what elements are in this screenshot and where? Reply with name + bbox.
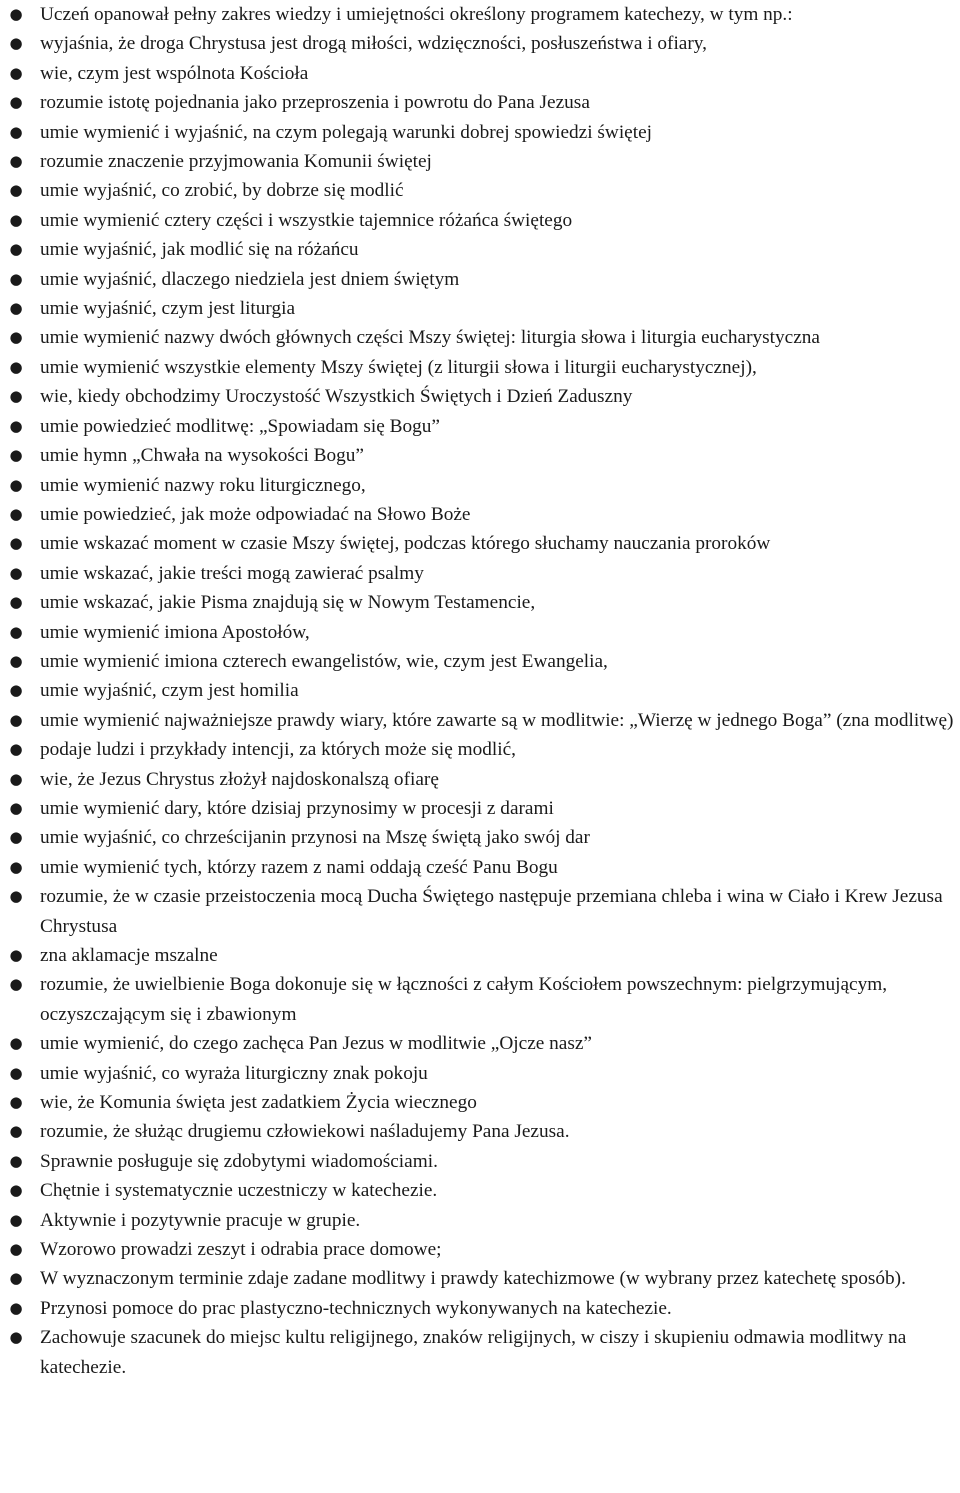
list-item-text: umie hymn „Chwała na wysokości Bogu” [40, 445, 364, 467]
list-item [0, 294, 960, 323]
list-item [0, 441, 960, 470]
list-item-text: umie wymienić nazwy roku liturgicznego, [40, 474, 366, 496]
list-item [0, 323, 960, 352]
list-item-text: rozumie znaczenie przyjmowania Komunii świętej [40, 151, 432, 173]
bullet-icon: ● [9, 651, 23, 670]
bullet-icon: ● [9, 563, 23, 582]
list-item [0, 1323, 960, 1382]
list-item [0, 412, 960, 441]
list-item [0, 265, 960, 294]
list-item-text: umie wskazać, jakie treści mogą zawierać psalmy [40, 562, 424, 584]
bullet-icon: ● [9, 1034, 23, 1053]
bullet-icon: ● [9, 857, 23, 876]
list-item [0, 353, 960, 382]
bullet-icon: ● [9, 1298, 23, 1317]
list-item [0, 206, 960, 235]
bullet-icon: ● [9, 446, 23, 465]
list-item [0, 765, 960, 794]
list-item-text: umie wymienić dary, które dzisiaj przynosimy w procesji z darami [40, 797, 554, 819]
list-item [0, 618, 960, 647]
list-item-text: umie wskazać moment w czasie Mszy świętej, podczas którego słuchamy nauczania proroków [40, 533, 771, 555]
bullet-icon: ● [9, 1181, 23, 1200]
list-item [0, 1029, 960, 1058]
list-item [0, 706, 960, 735]
list-item-text: umie wymienić, do czego zachęca Pan Jezus w modlitwie „Ojcze nasz” [40, 1033, 592, 1055]
list-item [0, 1117, 960, 1146]
bullet-icon: ● [9, 1269, 23, 1288]
list-item-text: rozumie, że w czasie przeistoczenia mocą Ducha Świętego następuje przemiana chleba i wina w Ciało i Krew Jezusa Chrystusa [40, 886, 943, 937]
list-item-text: umie wymienić imiona Apostołów, [40, 621, 310, 643]
list-item-text: umie wymienić najważniejsze prawdy wiary, które zawarte są w modlitwie: „Wierzę w jednego Boga” (zna modlitwę) [40, 709, 954, 731]
list-item [0, 823, 960, 852]
list-item [0, 59, 960, 88]
list-item-text: wie, czym jest wspólnota Kościoła [40, 62, 309, 84]
bullet-icon: ● [9, 122, 23, 141]
list-item-text: wie, kiedy obchodzimy Uroczystość Wszystkich Świętych i Dzień Zaduszny [40, 386, 633, 408]
bullet-icon: ● [9, 740, 23, 759]
bullet-icon: ● [9, 798, 23, 817]
list-item [0, 647, 960, 676]
list-item-text: umie wymienić cztery części i wszystkie tajemnice różańca świętego [40, 209, 573, 231]
list-item [0, 853, 960, 882]
list-item-text: Zachowuje szacunek do miejsc kultu religijnego, znaków religijnych, w ciszy i skupieniu odmawia modlitwy na katechezie. [40, 1327, 907, 1378]
list-item-text: rozumie, że uwielbienie Boga dokonuje się w łączności z całym Kościołem powszechnym: pielgrzymującym, oczyszczającym się i zbawionym [40, 974, 888, 1025]
bullet-icon: ● [9, 328, 23, 347]
list-item [0, 0, 960, 29]
bullet-icon: ● [9, 1210, 23, 1229]
list-item [0, 1059, 960, 1088]
bullet-icon: ● [9, 387, 23, 406]
list-item-text: Przynosi pomoce do prac plastyczno-technicznych wykonywanych na katechezie. [40, 1297, 672, 1319]
list-item-text: umie wymienić nazwy dwóch głównych części Mszy świętej: liturgia słowa i liturgia eucharystyczna [40, 327, 820, 349]
list-item-text: Aktywnie i pozytywnie pracuje w grupie. [40, 1209, 361, 1231]
bullet-icon: ● [9, 357, 23, 376]
bullet-icon: ● [9, 181, 23, 200]
list-item [0, 176, 960, 205]
list-item [0, 1294, 960, 1323]
bullet-icon: ● [9, 240, 23, 259]
bullet-icon: ● [9, 504, 23, 523]
list-item [0, 147, 960, 176]
bullet-icon: ● [9, 1093, 23, 1112]
list-item-text: umie wymienić i wyjaśnić, na czym polegają warunki dobrej spowiedzi świętej [40, 121, 653, 143]
bullet-icon: ● [9, 887, 23, 906]
list-item [0, 88, 960, 117]
bullet-icon: ● [9, 299, 23, 318]
list-item [0, 882, 960, 941]
bullet-icon: ● [9, 681, 23, 700]
list-item-text: umie wymienić tych, którzy razem z nami oddają cześć Panu Bogu [40, 856, 558, 878]
list-item [0, 970, 960, 1029]
list-item-text: umie wyjaśnić, co zrobić, by dobrze się modlić [40, 180, 404, 202]
list-item [0, 382, 960, 411]
list-item [0, 29, 960, 58]
bullet-icon: ● [9, 5, 23, 23]
list-item [0, 676, 960, 705]
bullet-icon: ● [9, 710, 23, 729]
list-item [0, 118, 960, 147]
list-item-text: wyjaśnia, że droga Chrystusa jest drogą miłości, wdzięczności, posłuszeństwa i ofiary, [40, 33, 707, 55]
bullet-icon: ● [9, 828, 23, 847]
bullet-icon: ● [9, 534, 23, 553]
list-item-text: umie wskazać, jakie Pisma znajdują się w Nowym Testamencie, [40, 592, 536, 614]
list-item-text: umie wyjaśnić, czym jest liturgia [40, 298, 296, 320]
bullet-icon: ● [9, 622, 23, 641]
list-item [0, 1176, 960, 1205]
bullet-icon: ● [9, 946, 23, 964]
list-item-text: rozumie, że służąc drugiemu człowiekowi naśladujemy Pana Jezusa. [40, 1121, 570, 1143]
list-item-text: wie, że Komunia święta jest zadatkiem Życia wiecznego [40, 1092, 477, 1114]
bullet-icon: ● [9, 210, 23, 229]
list-item [0, 471, 960, 500]
bullet-icon: ● [9, 1063, 23, 1082]
list-item-text: umie wymienić wszystkie elementy Mszy świętej (z liturgii słowa i liturgii eucharystycznej), [40, 356, 757, 378]
list-item-text: wie, że Jezus Chrystus złożył najdoskonalszą ofiarę [40, 768, 439, 790]
list-item [0, 235, 960, 264]
bullet-icon: ● [9, 34, 23, 53]
list-item [0, 500, 960, 529]
list-item-text: Sprawnie posługuje się zdobytymi wiadomościami. [40, 1150, 438, 1172]
bullet-icon: ● [9, 93, 23, 112]
list-item [0, 1147, 960, 1176]
bullet-icon: ● [9, 593, 23, 612]
list-item-text: umie wyjaśnić, co chrześcijanin przynosi na Mszę świętą jako swój dar [40, 827, 590, 849]
list-item-text: podaje ludzi i przykłady intencji, za których może się modlić, [40, 739, 516, 761]
bullet-icon: ● [9, 769, 23, 788]
list-item-text: umie powiedzieć modlitwę: „Spowiadam się Bogu” [40, 415, 440, 437]
bullet-icon: ● [9, 1151, 23, 1170]
list-item [0, 559, 960, 588]
bullet-icon: ● [9, 416, 23, 435]
bullet-icon: ● [9, 1122, 23, 1141]
list-item-text: umie wyjaśnić, co wyraża liturgiczny znak pokoju [40, 1062, 428, 1084]
list-item-text: Uczeń opanował pełny zakres wiedzy i umiejętności określony programem katechezy, w tym np.: [40, 4, 793, 25]
list-item [0, 588, 960, 617]
list-item-text: Wzorowo prowadzi zeszyt i odrabia prace domowe; [40, 1239, 442, 1261]
list-item-text: umie wyjaśnić, czym jest homilia [40, 680, 299, 702]
bullet-icon: ● [9, 1240, 23, 1259]
list-item-text: W wyznaczonym terminie zdaje zadane modlitwy i prawdy katechizmowe (w wybrany przez katechetę sposób). [40, 1268, 906, 1290]
list-item-text: umie wyjaśnić, dlaczego niedziela jest dniem świętym [40, 268, 460, 290]
list-item [0, 1235, 960, 1264]
list-item [0, 794, 960, 823]
list-item-text: umie wyjaśnić, jak modlić się na różańcu [40, 239, 359, 261]
list-item-text: zna aklamacje mszalne [40, 945, 218, 966]
bullet-icon: ● [9, 152, 23, 171]
bullet-icon: ● [9, 63, 23, 82]
bullet-icon: ● [9, 975, 23, 994]
bullet-icon: ● [9, 475, 23, 494]
bullet-icon: ● [9, 269, 23, 288]
list-item-text: umie wymienić imiona czterech ewangelistów, wie, czym jest Ewangelia, [40, 650, 608, 672]
list-item-text: umie powiedzieć, jak może odpowiadać na Słowo Boże [40, 503, 471, 525]
list-item [0, 941, 960, 970]
list-item [0, 735, 960, 764]
list-item [0, 1264, 960, 1293]
list-item [0, 529, 960, 558]
bullet-icon: ● [9, 1328, 23, 1347]
list-item-text: Chętnie i systematycznie uczestniczy w katechezie. [40, 1180, 438, 1202]
list-item-text: rozumie istotę pojednania jako przeproszenia i powrotu do Pana Jezusa [40, 92, 590, 114]
list-item [0, 1206, 960, 1235]
list-item [0, 1088, 960, 1117]
